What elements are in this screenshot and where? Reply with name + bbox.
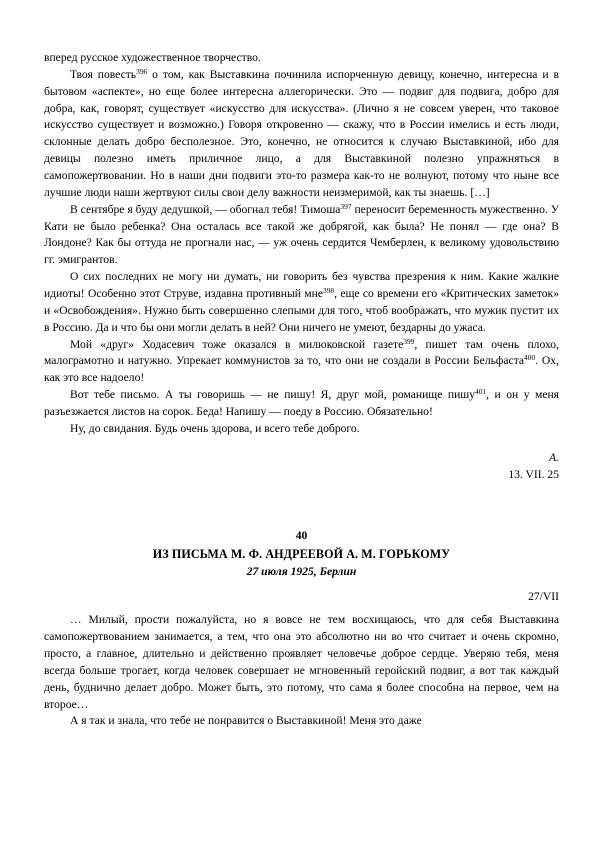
signature-block bbox=[44, 450, 559, 484]
paragraph: А я так и знала, что тебе не понравится о Выставкиной! Меня это даже bbox=[70, 714, 422, 728]
letter-number: 40 bbox=[295, 529, 308, 543]
footnote-reference[interactable]: 396 bbox=[136, 67, 148, 76]
paragraph: Мой «друг» Ходасевич тоже оказался в милюковской газете$^{399}$, пишет там очень плохо, малограмотно и натужно. Упрекает коммунистов за то, что они не создали в России Бельфаста$^{400}$. Ох, как это все надоело! bbox=[44, 336, 560, 385]
signature-date: 13. VII. 25 bbox=[508, 467, 559, 481]
paragraph: Ну, до свидания. Будь очень здорова, и всего тебе доброго. bbox=[70, 421, 360, 435]
paragraph: В сентябре я буду дедушкой, — обогнал тебя! Тимоша$^{397}$ переносит беременность мужественно. У Кати не было ребенка? Она осталась все такой же добрягой, как была? Не понял — где она? В Лондоне? Как бы оттуда не прогнали нас, — уж очень сердится Чемберлен, к великому удовольствию гг. эмигрантов. bbox=[44, 201, 559, 267]
letter-39-continuation bbox=[44, 50, 559, 483]
signature-name: А. bbox=[549, 450, 559, 464]
letter-subtitle: 27 июля 1925, Берлин bbox=[246, 565, 357, 579]
footnote-reference[interactable]: 398 bbox=[323, 286, 335, 296]
letter-dateline: 27/VII bbox=[528, 590, 559, 604]
paragraph: Вот тебе письмо. А ты говоришь — не пишу! Я, друг мой, романище пишу$^{401}$, и он у меня разъезжается листов на сорок. Беда! Напишу — поеду в Россию. Обязательно! bbox=[44, 387, 560, 419]
footnote-reference[interactable]: 401 bbox=[475, 387, 487, 397]
paragraph-list bbox=[44, 612, 559, 730]
paragraph: вперед русское художественное творчество. bbox=[44, 51, 261, 64]
letter-40-heading bbox=[44, 527, 559, 580]
footnote-reference[interactable]: 399 bbox=[403, 336, 415, 346]
paragraph: Твоя повесть$^{396}$ о том, как Выставкина починила испорченную девицу, конечно, интересна и в бытовом «аспекте», но еще более интересна аллегорически. Это — подвиг для подвига, добро для добра, как, говорят, существует «искусство для искусства». (Лично я не совсем уверен, что таковое искусство существует и возможно.) Говоря откровенно — скажу, что в России имелись и есть люди, склонные делать добро бесполезное. Это, конечно, не относится к случаю Выставкиной, ибо для девицы полезно иметь приличное лицо, а для Выставкиной полезно упражняться в самопожертвовании. Но в наши дни подвиги это-то размера как-то не волнуют, потому что ныне все лучшие люди наши жертвуют силы свои делу важности неизмеримой, как ты знаешь. […] bbox=[44, 67, 559, 199]
letter-40-body bbox=[44, 612, 559, 730]
paragraph-list bbox=[44, 50, 559, 438]
paragraph: О сих последних не могу ни думать, ни говорить без чувства презрения к ним. Какие жалкие идиоты! Особенно этот Струве, издавна противный мне$^{398}$, еще со времени его «Критических заметок» и «Освобождения». Нужно быть совершенно слепыми для того, чтоб воображать, что мужик пустит их в Россию. Да и что бы они могли делать в ней? Они ничего не умеют, бездарны до ужаса. bbox=[44, 270, 559, 334]
paragraph: … Милый, прости пожалуйста, но я вовсе не тем восхищаюсь, что для себя Выставкина самопожертвованием занимается, а тем, что она это абсолютно ни во что считает и очень скромно, просто, а главное, длительно и действенно проявляет человечье доброе сердце. Уверяю тебя, меня всегда больше трогает, когда человек совершает не мгновенный геройский подвиг, а вот так каждый день, буднично делает добро. Может быть, это потому, что сама я более способна на первое, чем на второе… bbox=[44, 613, 559, 711]
footnote-reference[interactable]: 397 bbox=[340, 201, 352, 211]
letter-title: ИЗ ПИСЬМА М. Ф. АНДРЕЕВОЙ А. М. ГОРЬКОМУ bbox=[152, 546, 451, 561]
footnote-reference[interactable]: 400 bbox=[524, 353, 536, 363]
